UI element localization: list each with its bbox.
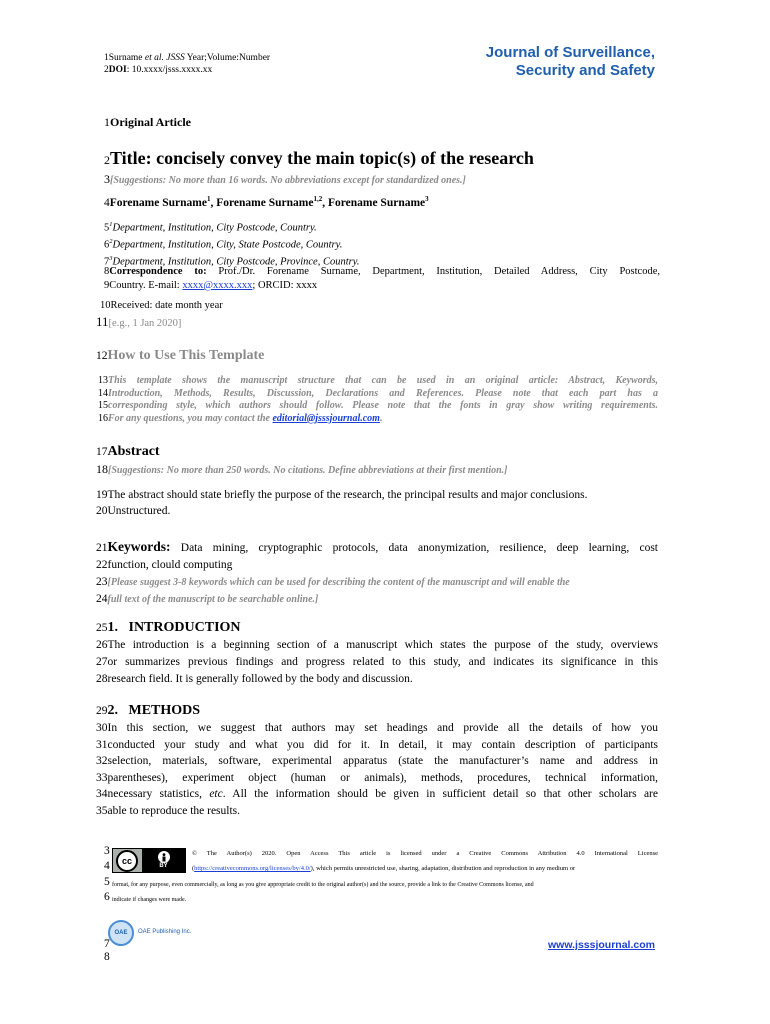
methods-body — [96, 720, 658, 819]
keywords-note-text: full text of the manuscript to be searchable online.] — [107, 594, 319, 605]
keywords-line — [96, 538, 658, 557]
howto-heading-text: How to Use This Template — [107, 348, 265, 363]
article-type-label: Original Article — [110, 115, 191, 129]
line-number: 8 — [104, 951, 110, 963]
line-number: 30 — [96, 722, 108, 734]
email-label: Country. E-mail: — [109, 280, 183, 291]
line-number: 4 — [104, 860, 110, 872]
header-volume: Year;Volume:Number — [184, 53, 271, 63]
methods-heading — [96, 703, 200, 719]
affil-sup: 1 — [109, 221, 113, 228]
line-number: 1 — [104, 53, 109, 63]
affiliation-2 — [104, 235, 359, 252]
cc-license-badge[interactable] — [112, 848, 186, 873]
line-number: 2 — [104, 65, 109, 75]
line-number: 16 — [98, 412, 108, 424]
intro-heading-text: 1. INTRODUCTION — [107, 620, 241, 635]
methods-text: selection, materials, software, experimental apparatus (state the manufacturer’s name and address in — [107, 755, 658, 767]
intro-text: or summarizes previous findings and progress related to this study, and indicates its significance in this — [107, 656, 658, 668]
journal-name-line-2: Security and Safety — [515, 62, 655, 79]
license-text-line-1: © The Author(s) 2020. Open Access This article is licensed under a Creative Commons Attribution 4.0 International License — [192, 850, 658, 857]
line-number: 7 — [104, 256, 110, 268]
affiliation-text: Department, Institution, City Postcode, Province, Country. — [112, 256, 360, 268]
orcid-text: ; ORCID: xxxx — [252, 280, 318, 291]
methods-heading-text: 2. METHODS — [107, 703, 201, 718]
line-number: 28 — [96, 673, 108, 685]
correspondence-label: Correspondence to: — [109, 266, 207, 277]
howto-text: This template shows the manuscript structure that can be used in an original article: Abstract, Keywords, — [108, 375, 658, 386]
methods-line — [96, 786, 658, 803]
howto-text: corresponding style, which authors should follow. Please note that the fonts in gray show writing requirements. — [108, 400, 658, 411]
line-number: 8 — [104, 266, 110, 277]
affiliation-text: Department, Institution, City, State Postcode, Country. — [112, 239, 343, 251]
line-number: 1 — [104, 115, 110, 129]
howto-line — [98, 400, 658, 413]
line-number: 22 — [96, 559, 108, 571]
line-number: 2 — [104, 153, 110, 167]
keywords-note-line — [96, 591, 658, 608]
affil-sup: 3 — [109, 255, 113, 262]
doi-label: DOI — [108, 65, 127, 75]
intro-text: The introduction is a beginning section of a manuscript which states the purpose of the study, overviews — [107, 639, 658, 651]
affiliation-text: Department, Institution, City Postcode, Country. — [112, 222, 317, 234]
by-icon — [142, 849, 185, 872]
abstract-note — [96, 462, 507, 477]
doi-value: : 10.xxxx/jsss.xxxx.xx — [126, 65, 213, 75]
line-number: 7 — [104, 938, 110, 950]
line-number: 15 — [98, 400, 108, 411]
received-note-text: [e.g., 1 Jan 2020] — [108, 318, 182, 329]
methods-text: necessary statistics, — [107, 788, 210, 800]
title-note-text: [Suggestions: No more than 16 words. No abbreviations except for standardized ones.] — [110, 175, 466, 186]
intro-line — [96, 654, 658, 671]
howto-line — [98, 375, 658, 388]
methods-line — [96, 753, 658, 770]
author-name: Forename Surname — [216, 196, 314, 209]
line-number: 12 — [96, 350, 108, 362]
line-number: 33 — [96, 771, 108, 784]
line-number: 35 — [96, 804, 108, 817]
author-affil-sup: 1 — [206, 195, 211, 203]
line-number: 31 — [96, 738, 108, 751]
abstract-note-text: [Suggestions: No more than 250 words. No citations. Define abbreviations at their first mention.] — [108, 465, 508, 476]
line-number: 23 — [96, 576, 108, 588]
methods-text: In this section, we suggest that authors may set headings and provide all the details of how you — [107, 722, 658, 734]
line-number: 19 — [96, 489, 108, 501]
abstract-text: Unstructured. — [107, 505, 171, 517]
methods-text: conducted your study and what you did for it. In detail, it may contain description of participants — [107, 738, 658, 751]
journal-name — [486, 44, 655, 80]
keywords-note-text: [Please suggest 3-8 keywords which can be used for describing the content of the manuscript and will enable the — [107, 577, 570, 588]
line-number: 5 — [104, 876, 110, 888]
line-number: 11 — [96, 314, 109, 329]
line-number: 14 — [98, 387, 108, 399]
journal-website-link[interactable]: www.jsssjournal.com — [548, 939, 655, 951]
cc-icon-text: cc — [121, 855, 132, 866]
intro-text: research field. It is generally followed by the body and discussion. — [107, 673, 413, 685]
license-text-line-3: format, for any purpose, even commercially, as long as you give appropriate credit to the original author(s) and the source, provide a link to the Creative Commons license, and — [112, 882, 534, 888]
correspondence-line-2 — [104, 279, 660, 293]
line-number: 10 — [100, 300, 111, 311]
methods-text: . All the information should be given in sufficient detail so that other scholars are — [222, 788, 658, 800]
person-icon-glyph — [160, 853, 168, 862]
line-number: 27 — [96, 656, 108, 668]
intro-body — [96, 637, 658, 688]
intro-line — [96, 671, 658, 688]
methods-text: parentheses), experiment object (human or animals), methods, procedures, technical information, — [107, 771, 658, 784]
header-etal: et al. JSSS — [144, 53, 185, 63]
correspondence-email-link[interactable]: xxxx@xxxx.xxx — [182, 280, 253, 291]
publisher-name: OAE Publishing Inc. — [138, 929, 192, 935]
received-note — [96, 314, 181, 330]
line-number: 25 — [96, 622, 108, 634]
license-text: ), which permits unrestricted use, sharing, adaptation, distribution and reproduction in any medium or — [310, 865, 576, 872]
keywords-line — [96, 557, 658, 574]
howto-line — [98, 388, 658, 401]
license-url-link[interactable]: https://creativecommons.org/licenses/by/4.0/ — [194, 865, 311, 872]
author-affil-sup: 3 — [425, 195, 429, 203]
affil-sup: 2 — [109, 238, 113, 245]
received-text: Received: date month year — [110, 300, 223, 311]
license-text-line-2: (https://creativecommons.org/licenses/by/4.0/), which permits unrestricted use, sharing, adaptation, distribution and reproduction in any medium or — [192, 865, 576, 872]
line-number: 32 — [96, 755, 108, 767]
line-number: 24 — [96, 593, 108, 605]
howto-line — [98, 413, 658, 426]
abstract-body — [96, 487, 658, 519]
methods-line — [96, 803, 658, 820]
intro-heading — [96, 620, 241, 636]
article-type — [104, 115, 191, 130]
abstract-text: The abstract should state briefly the purpose of the research, the principal results and major conclusions. — [107, 489, 588, 501]
intro-line — [96, 637, 658, 654]
correspondence-text: Prof./Dr. Forename Surname, Department, Institution, Detailed Address, City Postcode, — [206, 266, 660, 277]
abstract-heading-text: Abstract — [107, 444, 160, 459]
methods-line — [96, 720, 658, 737]
header-surname: Surname — [108, 53, 145, 63]
author-affil-sup: 1,2 — [313, 195, 323, 203]
line-number: 5 — [104, 222, 110, 234]
affiliations — [104, 218, 359, 269]
methods-line — [96, 737, 658, 754]
abstract-heading — [96, 444, 160, 460]
line-number: 3 — [104, 845, 110, 857]
line-number: 29 — [96, 705, 108, 717]
correspondence — [104, 265, 660, 293]
person-icon — [158, 851, 170, 863]
publisher-logo — [108, 920, 208, 946]
howto-body — [98, 375, 658, 425]
line-number: 13 — [98, 375, 108, 386]
line-number: 18 — [96, 462, 108, 476]
howto-text: For any questions, you may contact the — [108, 412, 273, 424]
keywords-label: Keywords: — [107, 539, 171, 554]
abstract-line — [96, 503, 658, 519]
keywords-note-line — [96, 574, 658, 591]
received-line — [100, 300, 223, 311]
line-number: 6 — [104, 239, 110, 251]
affiliation-1 — [104, 218, 359, 235]
line-number: 6 — [104, 891, 110, 903]
keywords-text: Data mining, cryptographic protocols, data anonymization, resilience, deep learning, cost — [170, 542, 658, 554]
line-number: 9 — [104, 280, 110, 291]
oae-logo-text: OAE — [114, 930, 128, 936]
line-number: 34 — [96, 788, 108, 800]
line-number: 4 — [104, 196, 110, 209]
title-text: Title: concisely convey the main topic(s) of the research — [110, 148, 534, 168]
header-line-2 — [104, 64, 270, 76]
article-title — [104, 148, 534, 169]
author-name: Forename Surname — [109, 196, 207, 209]
line-number: 26 — [96, 639, 108, 651]
methods-line — [96, 770, 658, 787]
oae-globe-icon — [108, 920, 134, 946]
author-name: Forename Surname — [327, 196, 426, 209]
keywords-block — [96, 538, 658, 608]
editorial-email-link[interactable]: editorial@jsssjournal.com — [272, 412, 380, 424]
line-number: 21 — [96, 542, 108, 554]
journal-name-line-1: Journal of Surveillance, — [485, 44, 655, 61]
header-line-1 — [104, 52, 270, 64]
line-number: 20 — [96, 505, 108, 517]
keywords-text: function, clould computing — [107, 559, 233, 571]
running-header — [104, 52, 270, 76]
cc-icon — [116, 850, 138, 872]
author-list: 4Forename Surname$^1$, Forename Surname$^{1,2}$, Forename Surname$^3$ — [104, 195, 429, 209]
methods-text-etc: etc — [209, 788, 223, 800]
line-number: 3 — [104, 172, 110, 186]
howto-heading — [96, 348, 264, 364]
methods-text: able to reproduce the results. — [107, 804, 241, 817]
title-note — [104, 172, 466, 187]
correspondence-line-1 — [104, 265, 660, 279]
howto-text: . — [379, 412, 383, 424]
license-text-line-4: indicate if changes were made. — [112, 897, 187, 903]
line-number: 17 — [96, 446, 108, 458]
abstract-line — [96, 487, 658, 503]
by-label: BY — [159, 863, 168, 869]
howto-text: Introduction, Methods, Results, Discussion, Declarations and References. Please note that each part has a — [108, 387, 658, 399]
